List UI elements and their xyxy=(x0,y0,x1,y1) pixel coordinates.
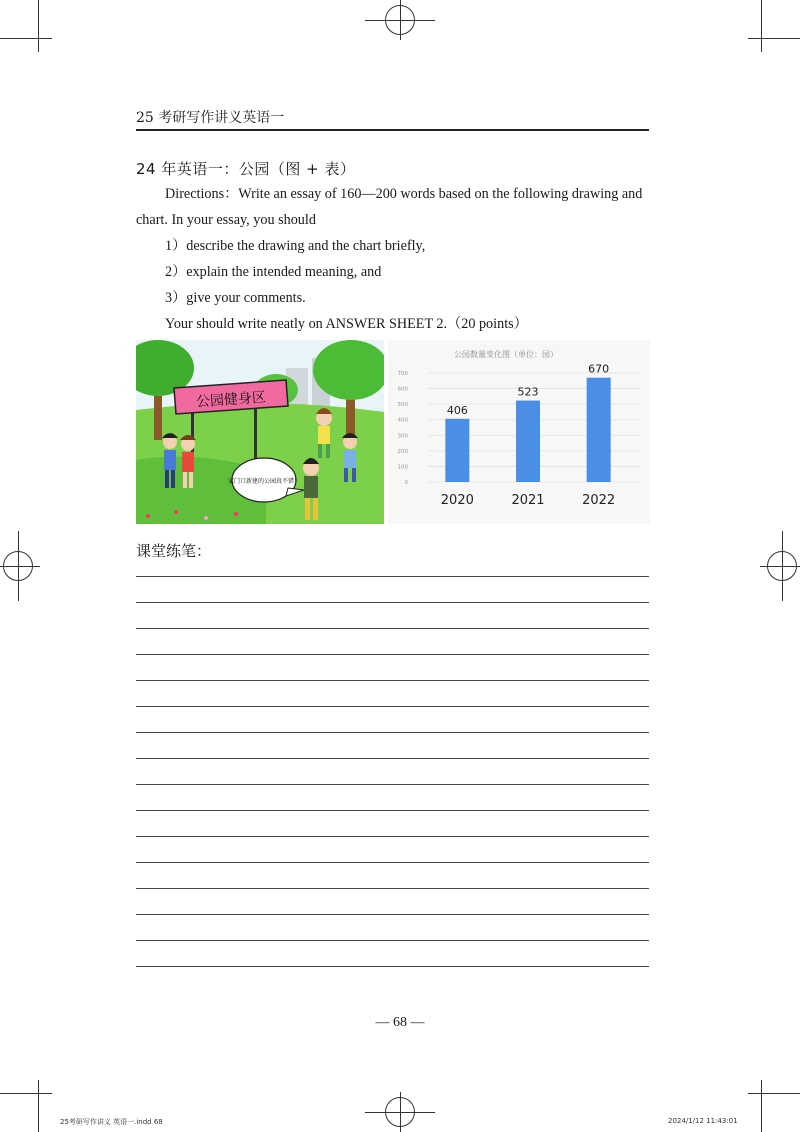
writing-line xyxy=(136,810,649,811)
running-header: 25 考研写作讲义英语一 xyxy=(136,110,285,126)
exercise-title: 24 年英语一：公园（图 + 表） xyxy=(136,160,356,178)
y-tick-label: 700 xyxy=(397,371,408,377)
writing-line xyxy=(136,940,649,941)
park-cartoon-illustration xyxy=(136,340,384,524)
writing-line xyxy=(136,576,649,577)
practice-label: 课堂练笔： xyxy=(136,542,212,560)
bar-value-label: 406 xyxy=(446,403,468,417)
writing-line xyxy=(136,914,649,915)
writing-line xyxy=(136,654,649,655)
crop-mark xyxy=(38,0,39,52)
chart-bar xyxy=(587,378,611,482)
chart-bar xyxy=(445,419,469,482)
x-tick-label: 2022 xyxy=(582,493,616,508)
crop-mark xyxy=(0,1093,52,1094)
header-rule xyxy=(136,129,649,131)
bar-value-label: 523 xyxy=(517,385,539,399)
task-item: 3）give your comments. xyxy=(165,290,306,306)
cartoon-sign-text: 公园健身区 xyxy=(195,389,267,411)
task-item: 2）explain the intended meaning, and xyxy=(165,264,382,280)
crop-mark xyxy=(38,1080,39,1132)
chart-bar xyxy=(516,401,540,482)
task-item: 1）describe the drawing and the chart briefly, xyxy=(165,238,426,254)
writing-line xyxy=(136,836,649,837)
writing-line xyxy=(136,784,649,785)
page-number: — 68 — xyxy=(375,1015,425,1030)
instruction-line: Your should write neatly on ANSWER SHEET 2.（20 points） xyxy=(165,316,528,332)
x-tick-label: 2020 xyxy=(440,493,474,508)
writing-line xyxy=(136,966,649,967)
writing-line xyxy=(136,862,649,863)
crop-mark xyxy=(748,38,800,39)
writing-line xyxy=(136,628,649,629)
crop-mark xyxy=(748,1093,800,1094)
crop-mark xyxy=(761,1080,762,1132)
writing-line xyxy=(136,602,649,603)
file-slug: 25考研写作讲义 英语一.indd 68 xyxy=(60,1118,163,1126)
bar-value-label: 670 xyxy=(588,362,610,376)
y-tick-label: 200 xyxy=(397,448,408,455)
writing-line xyxy=(136,888,649,889)
crop-mark xyxy=(0,38,52,39)
writing-line xyxy=(136,732,649,733)
y-tick-label: 100 xyxy=(397,464,408,471)
y-tick-label: 400 xyxy=(397,417,408,424)
directions-line-1: Directions：Write an essay of 160—200 words based on the following drawing and xyxy=(165,186,643,202)
y-tick-label: 300 xyxy=(397,433,408,440)
crop-mark xyxy=(761,0,762,52)
writing-line xyxy=(136,680,649,681)
cartoon-bubble-text: 家门口新建的公园真不错！ xyxy=(227,478,301,485)
directions-line-2: chart. In your essay, you should xyxy=(136,212,316,228)
y-tick-label: 600 xyxy=(397,386,408,393)
print-timestamp: 2024/1/12 11:43:01 xyxy=(668,1117,738,1125)
y-tick-label: 500 xyxy=(397,402,408,409)
chart-title: 公园数量变化图（单位：园） xyxy=(454,350,558,359)
y-tick-label: 0 xyxy=(404,480,408,486)
writing-line xyxy=(136,706,649,707)
park-count-bar-chart xyxy=(388,340,650,524)
writing-line xyxy=(136,758,649,759)
x-tick-label: 2021 xyxy=(511,493,545,508)
